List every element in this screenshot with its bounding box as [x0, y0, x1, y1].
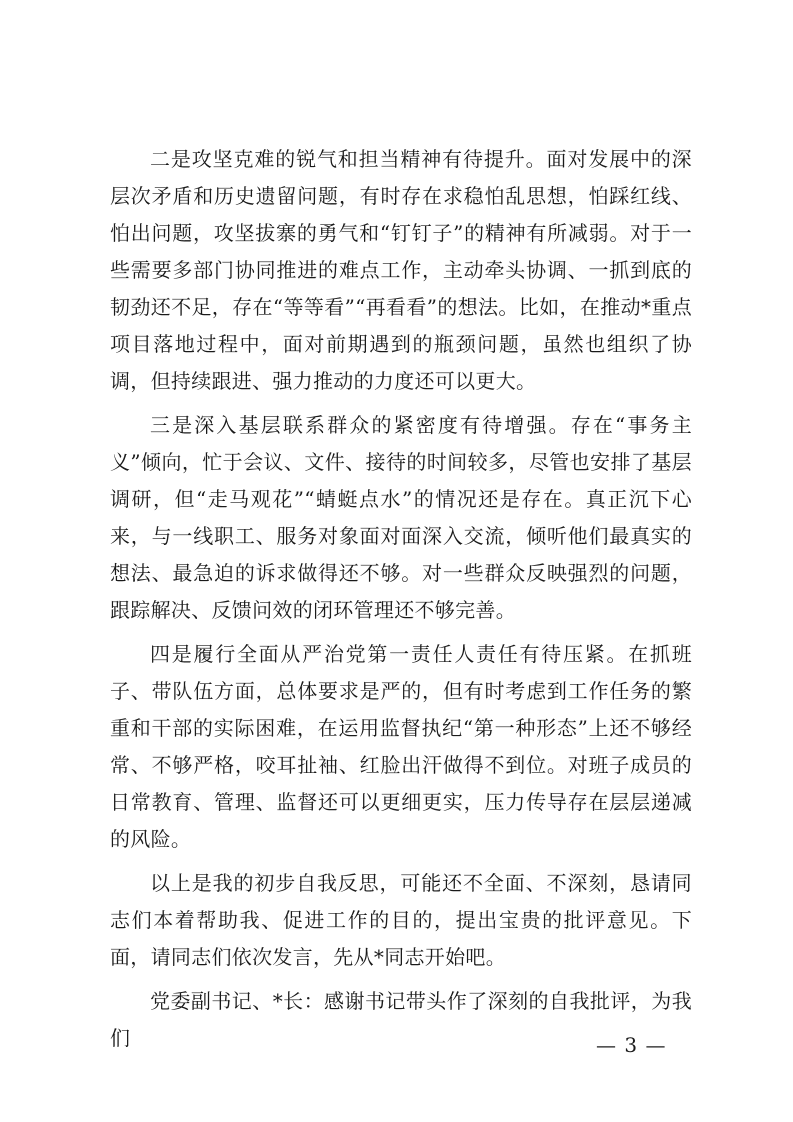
document-body [110, 141, 692, 1064]
page-number: — 3 — [596, 1033, 667, 1057]
paragraph-closing-remarks: 以上是我的初步自我反思，可能还不全面、不深刻，恳请同志们本着帮助我、促进工作的目的，提出宝贵的批评意见。下面，请同志们依次发言，先从*同志开始吧。 [110, 871, 692, 969]
paragraph-tackling-difficulties: 二是攻坚克难的锐气和担当精神有待提升。面对发展中的深层次矛盾和历史遗留问题，有时存在求稳怕乱思想，怕踩红线、怕出问题，攻坚拔寨的勇气和“钉钉子”的精神有所减弱。对于一些需要多部门协同推进的难点工作，主动牵头协调、一抓到底的韧劲还不足，存在“等等看”“再看看”的想法。比如，在推动*重点项目落地过程中，面对前期遇到的瓶颈问题，虽然也组织了协调，但持续跟进、强力推动的力度还可以更大。 [110, 147, 692, 393]
paragraph-grassroots-contact: 三是深入基层联系群众的紧密度有待增强。存在“事务主义”倾向，忙于会议、文件、接待的时间较多，尽管也安排了基层调研，但“走马观花”“蜻蜓点水”的情况还是存在。真正沉下心来，与一线职工、服务对象面对面深入交流，倾听他们最真实的想法、最急迫的诉求做得还不够。对一些群众反映强烈的问题，跟踪解决、反馈问效的闭环管理还不够完善。 [110, 413, 692, 622]
paragraph-deputy-secretary: 党委副书记、*长：感谢书记带头作了深刻的自我批评，为我们 [110, 989, 692, 1050]
paragraph-party-governance: 四是履行全面从严治党第一责任人责任有待压紧。在抓班子、带队伍方面，总体要求是严的，但有时考虑到工作任务的繁重和干部的实际困难，在运用监督执纪“第一种形态”上还不够经常、不够严格，咬耳扯袖、红脸出汗做得不到位。对班子成员的日常教育、管理、监督还可以更细更实，压力传导存在层层递减的风险。 [110, 642, 692, 851]
